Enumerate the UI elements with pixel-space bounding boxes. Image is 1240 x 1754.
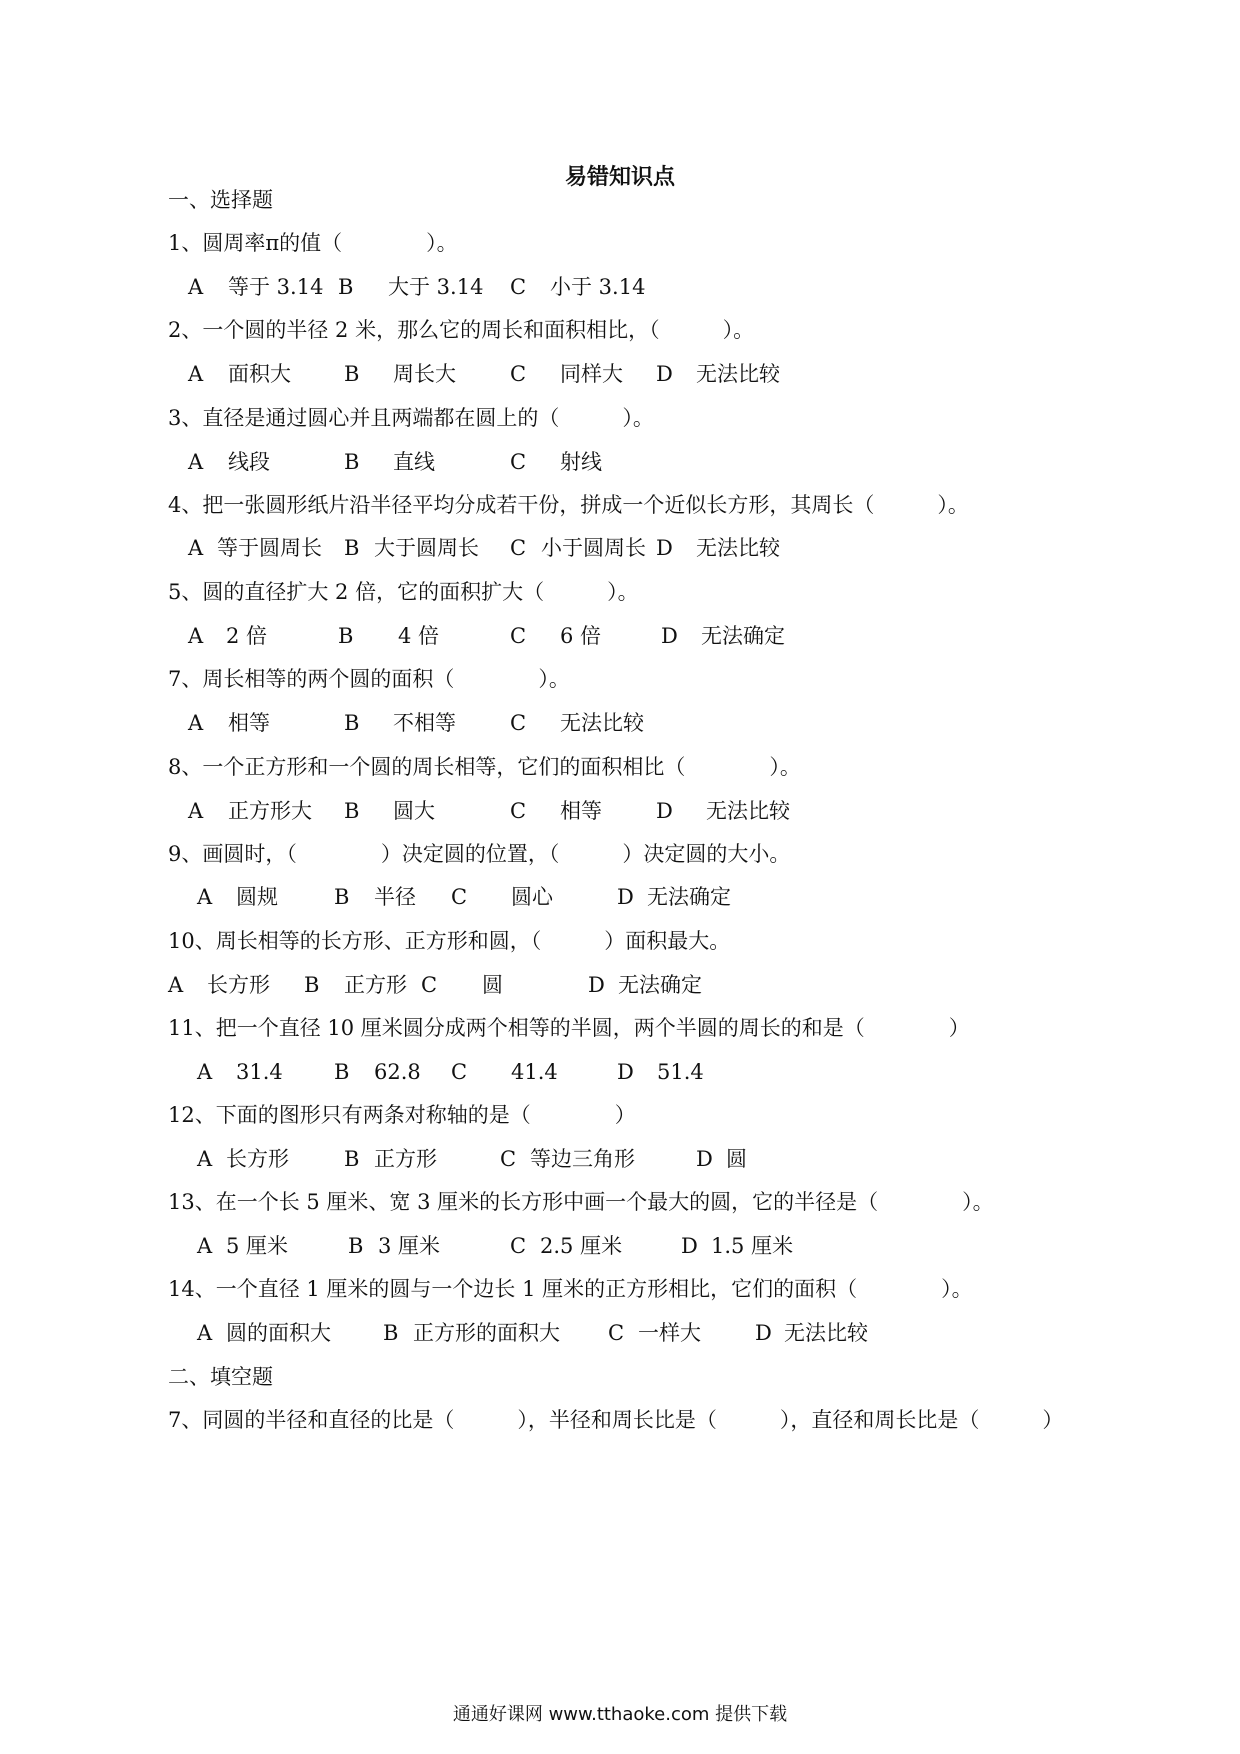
option-text: 4 倍 xyxy=(398,624,440,648)
option-text: 6 倍 xyxy=(560,624,602,648)
option-text: 面积大 xyxy=(228,362,291,386)
option-label: B xyxy=(334,885,350,909)
option-label: C xyxy=(510,362,527,386)
option-text: 31.4 xyxy=(236,1060,283,1084)
option-label: A xyxy=(188,799,204,823)
question-14: 14、一个直径 1 厘米的圆与一个边长 1 厘米的正方形相比，它们的面积（ ）。 xyxy=(168,1277,973,1301)
question-13: 13、在一个长 5 厘米、宽 3 厘米的长方形中画一个最大的圆，它的半径是（ ）。 xyxy=(168,1190,994,1214)
option-text: 等边三角形 xyxy=(530,1147,635,1171)
option-text: 半径 xyxy=(374,885,416,909)
option-label: B xyxy=(334,1060,350,1084)
option-text: 41.4 xyxy=(511,1060,558,1084)
option-label: D xyxy=(696,1147,713,1171)
option-label: B xyxy=(344,1147,360,1171)
option-text: 周长大 xyxy=(393,362,456,386)
option-label: C xyxy=(451,1060,468,1084)
option-label: D xyxy=(617,885,634,909)
option-text: 等于圆周长 xyxy=(217,536,322,560)
option-text: 直线 xyxy=(393,450,435,474)
option-label: A xyxy=(197,1147,213,1171)
option-label: D xyxy=(681,1234,698,1258)
option-text: 无法确定 xyxy=(701,624,785,648)
fill-question-7: 7、同圆的半径和直径的比是（ ），半径和周长比是（ ），直径和周长比是（ ） xyxy=(168,1408,1064,1432)
option-label: B xyxy=(344,711,360,735)
option-text: 5 厘米 xyxy=(226,1234,289,1258)
option-text: 圆大 xyxy=(393,799,435,823)
option-text: 小于 3.14 xyxy=(550,275,646,299)
option-label: A xyxy=(188,536,204,560)
option-label: B xyxy=(338,275,354,299)
option-text: 1.5 厘米 xyxy=(711,1234,794,1258)
option-label: C xyxy=(510,799,527,823)
option-label: A xyxy=(197,1060,213,1084)
option-text: 无法比较 xyxy=(696,362,780,386)
option-text: 线段 xyxy=(228,450,270,474)
option-label: B xyxy=(304,973,320,997)
option-text: 无法确定 xyxy=(647,885,731,909)
option-label: C xyxy=(510,711,527,735)
option-text: 圆规 xyxy=(236,885,278,909)
option-text: 51.4 xyxy=(657,1060,704,1084)
option-label: C xyxy=(510,624,527,648)
option-text: 无法比较 xyxy=(706,799,790,823)
option-text: 2 倍 xyxy=(226,624,268,648)
option-text: 相等 xyxy=(560,799,602,823)
option-label: D xyxy=(588,973,605,997)
option-text: 射线 xyxy=(560,450,602,474)
question-4: 4、把一张圆形纸片沿半径平均分成若干份，拼成一个近似长方形，其周长（ ）。 xyxy=(168,493,969,517)
section-heading-fill: 二、填空题 xyxy=(168,1365,273,1389)
option-label: C xyxy=(510,536,527,560)
option-label: B xyxy=(344,450,360,474)
option-text: 不相等 xyxy=(393,711,456,735)
option-label: B xyxy=(344,362,360,386)
option-label: A xyxy=(188,362,204,386)
question-12: 12、下面的图形只有两条对称轴的是（ ） xyxy=(168,1103,636,1127)
option-text: 圆 xyxy=(726,1147,747,1171)
question-5: 5、圆的直径扩大 2 倍，它的面积扩大（ ）。 xyxy=(168,580,639,604)
option-label: D xyxy=(661,624,678,648)
question-3: 3、直径是通过圆心并且两端都在圆上的（ ）。 xyxy=(168,406,654,430)
option-text: 无法比较 xyxy=(784,1321,868,1345)
option-text: 正方形大 xyxy=(228,799,312,823)
option-label: B xyxy=(383,1321,399,1345)
option-text: 圆心 xyxy=(511,885,553,909)
question-8: 8、一个正方形和一个圆的周长相等，它们的面积相比（ ）。 xyxy=(168,755,801,779)
option-label: D xyxy=(656,799,673,823)
option-text: 正方形的面积大 xyxy=(413,1321,560,1345)
option-text: 小于圆周长 xyxy=(541,536,646,560)
option-label: A xyxy=(197,1234,213,1258)
option-label: A xyxy=(197,885,213,909)
question-10: 10、周长相等的长方形、正方形和圆，（ ）面积最大。 xyxy=(168,929,731,953)
option-text: 圆的面积大 xyxy=(226,1321,331,1345)
option-text: 正方形 xyxy=(344,973,407,997)
option-label: C xyxy=(510,1234,527,1258)
option-label: A xyxy=(197,1321,213,1345)
option-label: C xyxy=(451,885,468,909)
question-7: 7、周长相等的两个圆的面积（ ）。 xyxy=(168,667,570,691)
option-label: A xyxy=(188,450,204,474)
option-text: 2.5 厘米 xyxy=(540,1234,623,1258)
question-11: 11、把一个直径 10 厘米圆分成两个相等的半圆，两个半圆的周长的和是（ ） xyxy=(168,1016,970,1040)
option-text: 无法确定 xyxy=(618,973,702,997)
option-label: A xyxy=(168,973,184,997)
option-label: B xyxy=(344,799,360,823)
option-label: D xyxy=(656,536,673,560)
option-label: D xyxy=(617,1060,634,1084)
option-label: D xyxy=(656,362,673,386)
option-text: 一样大 xyxy=(638,1321,701,1345)
option-label: C xyxy=(510,275,527,299)
option-label: D xyxy=(755,1321,772,1345)
option-label: B xyxy=(338,624,354,648)
option-text: 圆 xyxy=(482,973,503,997)
option-text: 同样大 xyxy=(560,362,623,386)
option-text: 正方形 xyxy=(374,1147,437,1171)
option-text: 大于圆周长 xyxy=(374,536,479,560)
option-text: 大于 3.14 xyxy=(388,275,484,299)
option-text: 3 厘米 xyxy=(378,1234,441,1258)
option-label: C xyxy=(421,973,438,997)
option-text: 62.8 xyxy=(374,1060,421,1084)
option-label: C xyxy=(608,1321,625,1345)
option-text: 相等 xyxy=(228,711,270,735)
option-text: 无法比较 xyxy=(696,536,780,560)
option-label: C xyxy=(500,1147,517,1171)
option-label: A xyxy=(188,275,204,299)
option-text: 等于 3.14 xyxy=(228,275,324,299)
question-1: 1、圆周率π的值（ ）。 xyxy=(168,231,458,255)
option-text: 无法比较 xyxy=(560,711,644,735)
option-label: C xyxy=(510,450,527,474)
question-2: 2、一个圆的半径 2 米，那么它的周长和面积相比，（ ）。 xyxy=(168,318,755,342)
section-heading-choice: 一、选择题 xyxy=(168,188,273,212)
footer-credit: 通通好课网 www.tthaoke.com 提供下载 xyxy=(452,1704,788,1725)
option-label: A xyxy=(188,711,204,735)
option-text: 长方形 xyxy=(207,973,270,997)
option-label: A xyxy=(188,624,204,648)
option-label: B xyxy=(348,1234,364,1258)
option-text: 长方形 xyxy=(226,1147,289,1171)
page-title: 易错知识点 xyxy=(564,165,675,190)
question-9: 9、画圆时，（ ）决定圆的位置，（ ）决定圆的大小。 xyxy=(168,842,791,866)
option-label: B xyxy=(344,536,360,560)
